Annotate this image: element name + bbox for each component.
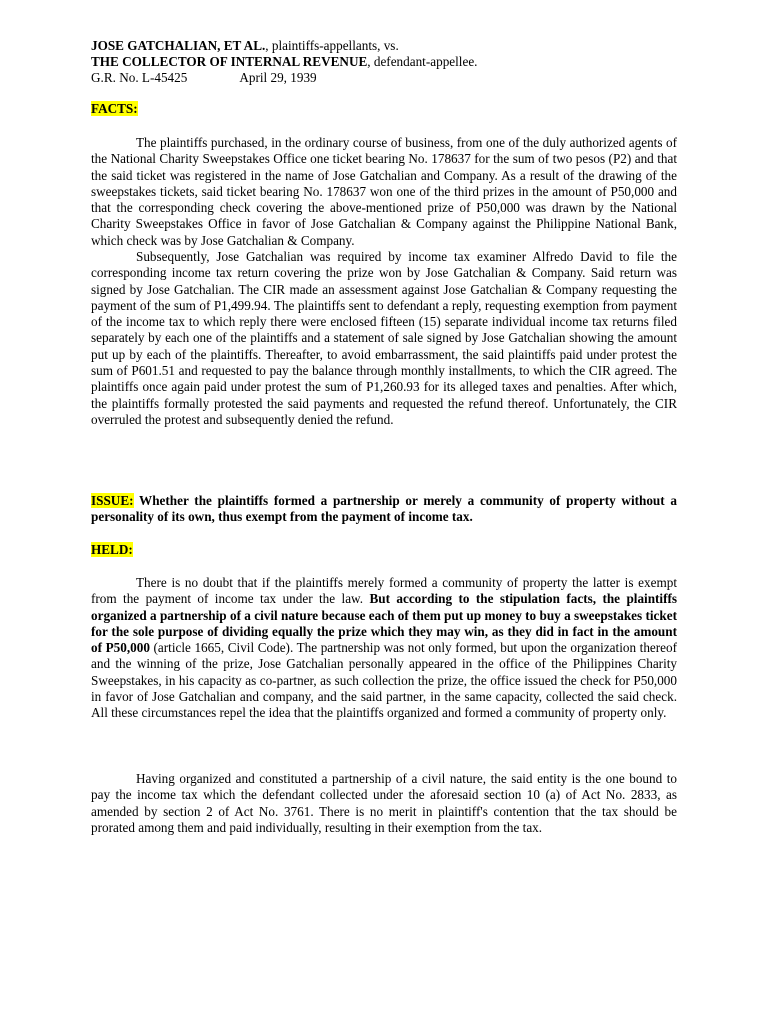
case-citation [91, 70, 691, 86]
plaintiffs-name: JOSE GATCHALIAN, ET AL. [91, 38, 266, 53]
defendant-name: THE COLLECTOR OF INTERNAL REVENUE [91, 54, 368, 69]
case-title-line-1 [91, 38, 691, 54]
decision-date: April 29, 1939 [239, 70, 317, 85]
defendant-role: , defendant-appellee. [367, 54, 478, 69]
case-title-line-2 [91, 54, 691, 70]
facts-label: FACTS: [91, 101, 138, 116]
held-label: HELD: [91, 542, 133, 557]
held-paragraph-1 [91, 575, 677, 722]
facts-paragraph-2: Subsequently, Jose Gatchalian was required by income tax examiner Alfredo David to file the corresponding income tax return covering the prize won by Jose Gatchalian & Company. Said return was signed by Jose Gatchalian. The CIR made an assessment against Jose Gatchalian & Company requesting the payment of the sum of P1,499.94. The plaintiffs sent to defendant a reply, requesting exemption from payment of the income tax to which reply there were enclosed fifteen (15) separate individual income tax returns filed separately by each one of the plaintiffs and a statement of sale signed by Jose Gatchalian showing the amount put up by each of the plaintiffs. Thereafter, to avoid embarrassment, the said plaintiffs paid under protest the sum of P601.51 and requested to pay the balance through monthly installments, to which the CIR agreed. The plaintiffs once again paid under protest the sum of P1,260.93 for its alleged taxes and penalties. After which, the plaintiffs formally protested the said payments and requested the refund thereof. Unfortunately, the CIR overruled the protest and subsequently denied the refund. [91, 249, 677, 427]
case-header [91, 38, 691, 86]
held-paragraph-2: Having organized and constituted a partnership of a civil nature, the said entity is the one bound to pay the income tax which the defendant collected under the aforesaid section 10 (a) of Act No. 2833, as amended by section 2 of Act No. 3761. There is no merit in plaintiff's contention that the tax should be prorated among them and paid individually, resulting in their exemption from the tax. [91, 771, 677, 835]
issue-label: ISSUE: [91, 493, 134, 508]
gr-number: G.R. No. L-45425 [91, 70, 188, 85]
issue-text: Whether the plaintiffs formed a partnership or merely a community of property without a personality of its own, thus exempt from the payment of income tax. [91, 493, 677, 525]
issue-section [91, 493, 677, 526]
plaintiffs-role: , plaintiffs-appellants, vs. [265, 38, 399, 53]
facts-heading [91, 101, 138, 117]
held-p1-intro: There is no doubt that if the plaintiffs merely formed a community of property the latter is exempt from the payment of income tax under the law. [91, 575, 677, 607]
facts-paragraph-1: The plaintiffs purchased, in the ordinary course of business, from one of the duly authorized agents of the National Charity Sweepstakes Office one ticket bearing No. 178637 for the sum of two pesos (P2) and that the said ticket was registered in the name of Jose Gatchalian and Company. As a result of the drawing of the sweepstakes tickets, said ticket bearing No. 178637 won one of the third prizes in the amount of P50,000 and that the corresponding check covering the above-mentioned prize of P50,000 was drawn by the National Charity Sweepstakes Office in favor of Jose Gatchalian & Company against the Philippine National Bank, which check was by Jose Gatchalian & Company. [91, 135, 677, 248]
held-p1-ruling: But according to the stipulation facts, the plaintiffs organized a partnership of a civil nature because each of them put up money to buy a sweepstakes ticket for the sole purpose of dividing equally the prize which they may win, as they did in fact in the amount of P50,000 [91, 591, 678, 656]
held-heading [91, 542, 133, 558]
held-p1-rest: (article 1665, Civil Code). The partnership was not only formed, but upon the organization thereof and the winning of the prize, Jose Gatchalian personally appeared in the office of the Philippines Charity Sweepstakes, in his capacity as co-partner, as such collection the prize, the office issued the check for P50,000 in favor of Jose Gatchalian and company, and the said partner, in the same capacity, collected the said check. All these circumstances repel the idea that the plaintiffs organized and formed a community of property only. [91, 640, 677, 721]
